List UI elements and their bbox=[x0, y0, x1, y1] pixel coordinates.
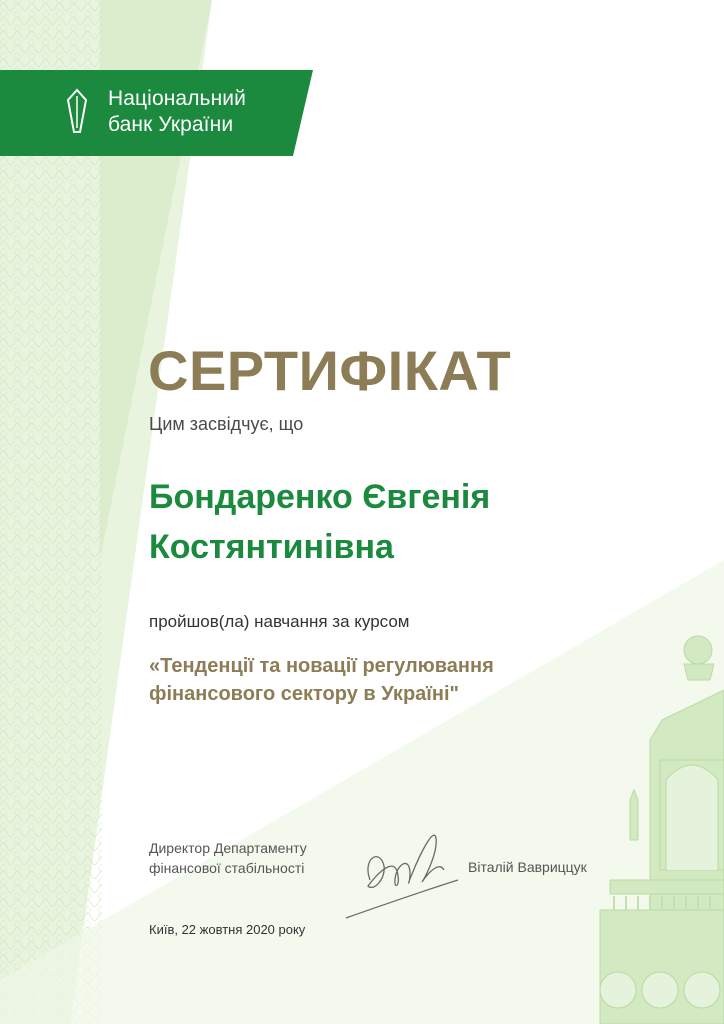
certifies-text: Цим засвідчує, що bbox=[149, 414, 304, 434]
certificate-title: СЕРТИФІКАТ bbox=[148, 339, 512, 402]
signatory-role-line-2: фінансової стабільності bbox=[149, 860, 305, 876]
signatory-role bbox=[149, 838, 307, 878]
recipient-name-line-2: Костянтинівна bbox=[149, 528, 394, 566]
bank-logo-text bbox=[108, 86, 246, 138]
logo-line-1: Національний bbox=[108, 87, 246, 110]
recipient-name-line-1: Бондаренко Євгенія bbox=[149, 478, 491, 516]
handwritten-signature bbox=[340, 818, 470, 923]
logo-line-2: банк України bbox=[108, 113, 234, 136]
recipient-name bbox=[149, 472, 490, 572]
nbu-emblem-icon bbox=[66, 88, 88, 134]
course-title-line-1: «Тенденції та новації регулювання bbox=[149, 655, 494, 677]
signatory-role-line-1: Директор Департаменту bbox=[149, 840, 307, 856]
course-title bbox=[149, 652, 494, 708]
issue-date: Київ, 22 жовтня 2020 року bbox=[149, 922, 306, 937]
bank-building-illustration bbox=[590, 620, 724, 1024]
course-intro: пройшов(ла) навчання за курсом bbox=[149, 612, 410, 631]
signatory-name: Віталій Вавриццук bbox=[468, 859, 587, 875]
course-title-line-2: фінансового сектору в Україні" bbox=[149, 683, 460, 705]
